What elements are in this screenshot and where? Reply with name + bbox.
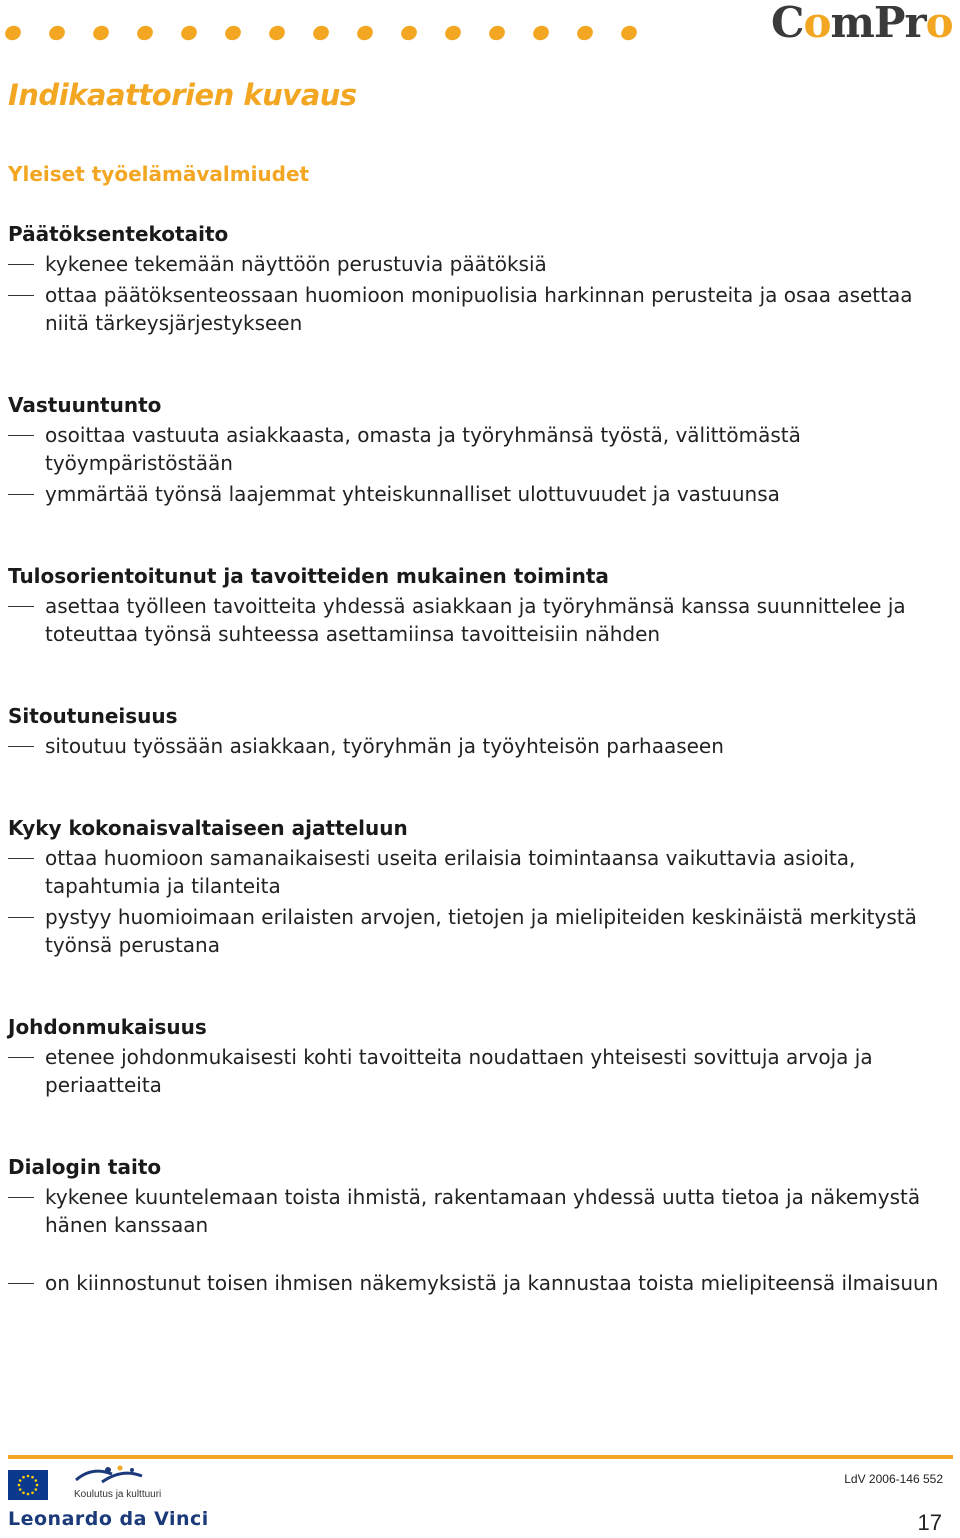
indicator-text: on kiinnostunut toisen ihmisen näkemyksistä ja kannustaa toista mielipiteensä ilmaisuun <box>45 1271 939 1295</box>
decorative-dot <box>487 23 508 42</box>
section-title: Kyky kokonaisvaltaiseen ajatteluun <box>8 816 408 840</box>
indicator-text: asettaa työlleen tavoitteita yhdessä asiakkaan ja työryhmänsä kanssa suunnittelee ja toteuttaa työnsä suhteessa asettamiinsa tavoitteisiin nähden <box>45 594 906 646</box>
dash-bullet-icon <box>8 1057 34 1058</box>
decorative-dot <box>575 23 596 42</box>
page-title: Indikaattorien kuvaus <box>8 78 357 112</box>
dash-bullet-icon <box>8 746 34 747</box>
decorative-dot <box>531 23 552 42</box>
indicator-item <box>8 732 953 760</box>
indicator-text: ottaa päätöksenteossaan huomioon monipuolisia harkinnan perusteita ja osaa asettaa niitä tärkeysjärjestykseen <box>45 283 913 335</box>
section-title: Dialogin taito <box>8 1155 162 1179</box>
decorative-dot <box>619 23 640 42</box>
indicator-section <box>8 1013 953 1099</box>
decorative-dot <box>399 23 420 42</box>
decorative-dot <box>91 23 112 42</box>
indicator-section <box>8 814 953 959</box>
dash-bullet-icon <box>8 858 34 859</box>
decorative-dot <box>179 23 200 42</box>
eu-flag-icon <box>8 1470 48 1500</box>
decorative-dot <box>443 23 464 42</box>
indicator-item <box>8 592 953 648</box>
indicator-item <box>8 421 953 477</box>
decorative-dot <box>355 23 376 42</box>
footer-divider <box>8 1455 953 1459</box>
decorative-dot <box>223 23 244 42</box>
indicator-text: ymmärtää työnsä laajemmat yhteiskunnalliset ulottuvuudet ja vastuunsa <box>45 482 780 506</box>
decorative-dot <box>135 23 156 42</box>
indicator-section <box>8 562 953 648</box>
decorative-dot <box>311 23 332 42</box>
indicator-list <box>8 220 953 1351</box>
dash-bullet-icon <box>8 606 34 607</box>
indicator-item <box>8 903 953 959</box>
indicator-text: ottaa huomioon samanaikaisesti useita erilaisia toimintaansa vaikuttavia asioita, tapahtumia ja tilanteita <box>45 846 856 898</box>
page-number: 17 <box>917 1510 942 1535</box>
indicator-section <box>8 391 953 508</box>
decorative-dot <box>3 23 24 42</box>
indicator-text: kykenee tekemään näyttöön perustuvia päätöksiä <box>45 252 547 276</box>
indicator-text: pystyy huomioimaan erilaisten arvojen, tietojen ja mielipiteiden keskinäistä merkitystä työnsä perustana <box>45 905 917 957</box>
dash-bullet-icon <box>8 494 34 495</box>
indicator-text: etenee johdonmukaisesti kohti tavoitteita noudattaen yhteisesti sovittuja arvoja ja periaatteita <box>45 1045 873 1097</box>
section-title: Päätöksentekotaito <box>8 222 229 246</box>
page-subtitle: Yleiset työelämävalmiudet <box>8 162 310 186</box>
indicator-item <box>8 281 953 337</box>
indicator-item <box>8 250 953 278</box>
indicator-section <box>8 1153 953 1297</box>
indicator-item <box>8 1043 953 1099</box>
compro-logo: ComPro <box>771 0 953 47</box>
indicator-text: sitoutuu työssään asiakkaan, työryhmän ja työyhteisön parhaaseen <box>45 734 724 758</box>
dash-bullet-icon <box>8 917 34 918</box>
decorative-dot <box>267 23 288 42</box>
indicator-item <box>8 844 953 900</box>
programme-name: Leonardo da Vinci <box>8 1508 209 1530</box>
decorative-dot <box>47 23 68 42</box>
dash-bullet-icon <box>8 295 34 296</box>
section-title: Johdonmukaisuus <box>8 1015 207 1039</box>
section-title: Sitoutuneisuus <box>8 704 178 728</box>
indicator-text: kykenee kuuntelemaan toista ihmistä, rakentamaan yhdessä uutta tietoa ja näkemystä hänen kanssaan <box>45 1185 921 1237</box>
indicator-item <box>8 480 953 508</box>
indicator-section <box>8 220 953 337</box>
indicator-section <box>8 702 953 760</box>
dash-bullet-icon <box>8 435 34 436</box>
dash-bullet-icon <box>8 1197 34 1198</box>
dash-bullet-icon <box>8 264 34 265</box>
section-title: Tulosorientoitunut ja tavoitteiden mukainen toiminta <box>8 564 609 588</box>
decorative-dot-row <box>6 26 666 40</box>
reference-code: LdV 2006-146 552 <box>844 1472 943 1486</box>
indicator-item <box>8 1269 953 1297</box>
indicator-item <box>8 1183 953 1239</box>
indicator-text: osoittaa vastuuta asiakkaasta, omasta ja työryhmänsä työstä, välittömästä työympäristöstään <box>45 423 801 475</box>
section-title: Vastuuntunto <box>8 393 162 417</box>
programme-tagline: Koulutus ja kulttuuri <box>74 1489 162 1500</box>
programme-logo-icon <box>72 1464 162 1488</box>
dash-bullet-icon <box>8 1283 34 1284</box>
